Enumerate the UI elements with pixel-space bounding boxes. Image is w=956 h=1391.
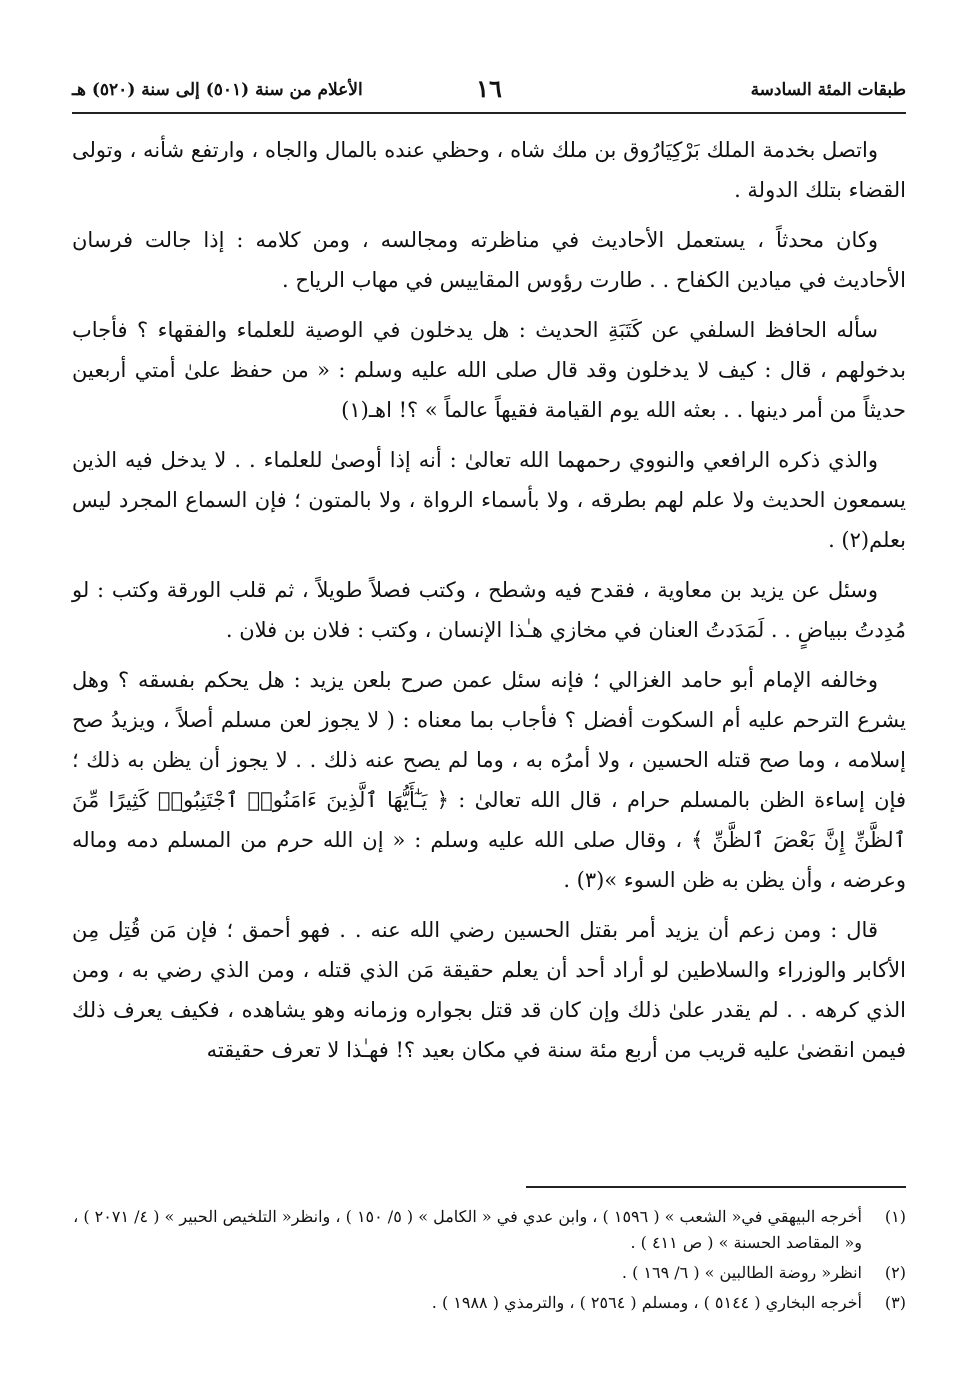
main-text: [72, 130, 906, 1080]
running-header: [72, 72, 906, 114]
footnote-number: (١): [884, 1207, 906, 1226]
footnote: [72, 1204, 906, 1256]
footnote-text: انظر« روضة الطالبين » ( ٦/ ١٦٩ ) .: [621, 1263, 862, 1282]
paragraph: سأله الحافظ السلفي عن كَتَبَةِ الحديث : هل يدخلون في الوصية للعلماء والفقهاء ؟ فأجاب بدخولهم ، قال : كيف لا يدخلون وقد قال صلى الله عليه وسلم : « من حفظ علىٰ أمتي أربعين حديثاً من أمر دينها . . بعثه الله يوم القيامة فقيهاً عالماً » ؟! اهـ(١): [72, 318, 906, 422]
paragraph: قال : ومن زعم أن يزيد أمر بقتل الحسين رضي الله عنه . . فهو أحمق ؛ فإن مَن قُتِل مِن الأكابر والوزراء والسلاطين لو أراد أحد أن يعلم حقيقة مَن الذي قتله ، ومن الذي رضي به ، ومن الذي كرهه . . لم يقدر علىٰ ذلك وإن كان قد قتل بجواره وزمانه وهو يشاهده ، فكيف يعرف ذلك فيمن انقضىٰ عليه قريب من أربع مئة سنة في مكان بعيد ؟! فهـٰذا لا تعرف حقيقته: [72, 918, 906, 1062]
header-book-title: طبقات المئة السادسة: [750, 80, 906, 100]
footnote-text: أخرجه البخاري ( ٥١٤٤ ) ، ومسلم ( ٢٥٦٤ ) ، والترمذي ( ١٩٨٨ ) .: [431, 1293, 862, 1312]
footnote-text: أخرجه البيهقي في« الشعب » ( ١٥٩٦ ) ، وابن عدي في « الكامل » ( ٥/ ١٥٠ ) ، وانظر« التلخيص الحبير » ( ٤/ ٢٠٧١ ) ، و« المقاصد الحسنة » ( ص ٤١١ ) .: [73, 1207, 862, 1252]
page-number: ١٦: [476, 74, 502, 103]
header-section-title: الأعلام من سنة (٥٠١) إلى سنة (٥٢٠) هـ: [72, 80, 363, 100]
paragraph: والذي ذكره الرافعي والنووي رحمهما الله تعالىٰ : أنه إذا أوصىٰ للعلماء . . لا يدخل فيه الذين يسمعون الحديث ولا علم لهم بطرقه ، ولا بأسماء الرواة ، ولا بالمتون ؛ فإن السماع المجرد ليس بعلم(٢) .: [72, 448, 906, 552]
footnote: [72, 1290, 906, 1316]
footnotes: [72, 1204, 906, 1320]
footnote-number: (٣): [884, 1293, 906, 1312]
paragraph: وخالفه الإمام أبو حامد الغزالي ؛ فإنه سئل عمن صرح بلعن يزيد : هل يحكم بفسقه ؟ وهل يشرع الترحم عليه أم السكوت أفضل ؟ فأجاب بما معناه : ( لا يجوز لعن مسلم أصلاً ، ويزيدُ صح إسلامه ، وما صح قتله الحسين ، ولا أمرُه به ، وما لم يصح عنه ذلك . . لا يجوز أن يظن به ذلك ؛ فإن إساءة الظن بالمسلم حرام ، قال الله تعالىٰ : ﴿ يَـٰٓأَيُّهَا ٱلَّذِينَ ءَامَنُوا۟ ٱجْتَنِبُوا۟ كَثِيرًا مِّنَ ٱلظَّنِّ إِنَّ بَعْضَ ٱلظَّنِّ ﴾ ، وقال صلى الله عليه وسلم : « إن الله حرم من المسلم دمه وماله وعرضه ، وأن يظن به ظن السوء »(٣) .: [72, 668, 906, 892]
paragraph: وكان محدثاً ، يستعمل الأحاديث في مناظرته ومجالسه ، ومن كلامه : إذا جالت فرسان الأحاديث في ميادين الكفاح . . طارت رؤوس المقاييس في مهاب الرياح .: [72, 228, 906, 292]
footnote: [72, 1260, 906, 1286]
footnote-number: (٢): [884, 1263, 906, 1282]
footnote-divider: [526, 1186, 906, 1188]
paragraph: وسئل عن يزيد بن معاوية ، فقدح فيه وشطح ، وكتب فصلاً طويلاً ، ثم قلب الورقة وكتب : لو مُدِدتُ ببياضٍ . . لَمَدَدتُ العنان في مخازي هـٰذا الإنسان ، وكتب : فلان بن فلان .: [72, 578, 906, 642]
paragraph: واتصل بخدمة الملك بَرْكِيَارُوق بن ملك شاه ، وحظي عنده بالمال والجاه ، وارتفع شأنه ، وتولى القضاء بتلك الدولة .: [72, 138, 906, 202]
